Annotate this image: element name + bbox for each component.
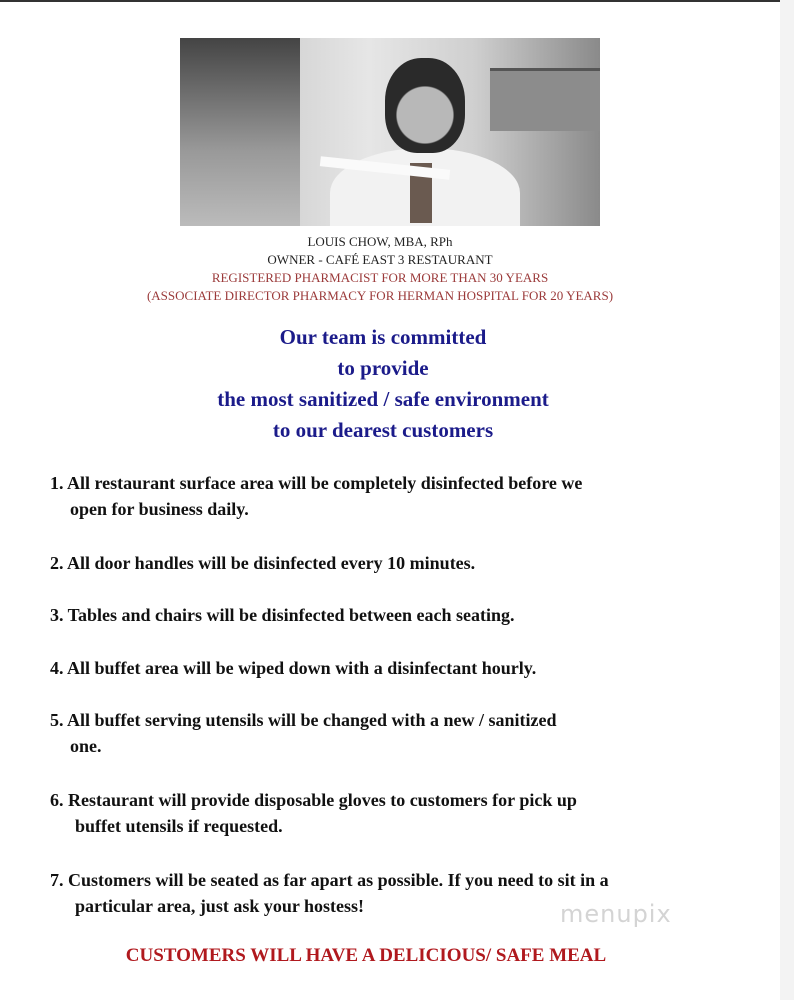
list-item	[50, 787, 577, 839]
headline-line: the most sanitized / safe environment	[217, 387, 549, 411]
headline-line: to provide	[337, 356, 429, 380]
list-item	[50, 602, 515, 628]
item-text: 6. Restaurant will provide disposable gloves to customers for pick up	[50, 790, 577, 810]
owner-title: OWNER - CAFÉ EAST 3 RESTAURANT	[267, 252, 493, 267]
item-text: 7. Customers will be seated as far apart as possible. If you need to sit in a	[50, 870, 609, 890]
watermark-logo: menupix	[560, 900, 672, 928]
owner-credential: REGISTERED PHARMACIST FOR MORE THAN 30 YEARS	[211, 270, 549, 285]
item-text-cont: particular area, just ask your hostess!	[75, 896, 365, 916]
list-item	[50, 707, 557, 759]
list-item	[50, 550, 475, 576]
footer-slogan: CUSTOMERS WILL HAVE A DELICIOUS/ SAFE MEAL	[125, 945, 607, 966]
item-text: 1. All restaurant surface area will be completely disinfected before we	[50, 473, 583, 493]
item-text-cont: buffet utensils if requested.	[75, 816, 283, 836]
item-text-cont: one.	[70, 736, 102, 756]
page-margin	[780, 0, 794, 1000]
list-item	[50, 867, 609, 919]
item-text: 5. All buffet serving utensils will be changed with a new / sanitized	[50, 710, 557, 730]
owner-name: LOUIS CHOW, MBA, RPh	[307, 234, 453, 249]
commitment-headline	[0, 322, 766, 446]
headline-line: to our dearest customers	[272, 418, 494, 442]
owner-photo	[180, 38, 600, 226]
item-text: 2. All door handles will be disinfected every 10 minutes.	[50, 553, 476, 573]
top-border	[0, 0, 794, 2]
item-text: 4. All buffet area will be wiped down with a disinfectant hourly.	[50, 658, 537, 678]
owner-experience: (ASSOCIATE DIRECTOR PHARMACY FOR HERMAN HOSPITAL FOR 20 YEARS)	[146, 288, 614, 303]
item-text: 3. Tables and chairs will be disinfected between each seating.	[50, 605, 515, 625]
item-text-cont: open for business daily.	[70, 499, 249, 519]
list-item	[50, 470, 582, 522]
headline-line: Our team is committed	[279, 325, 487, 349]
list-item	[50, 655, 536, 681]
